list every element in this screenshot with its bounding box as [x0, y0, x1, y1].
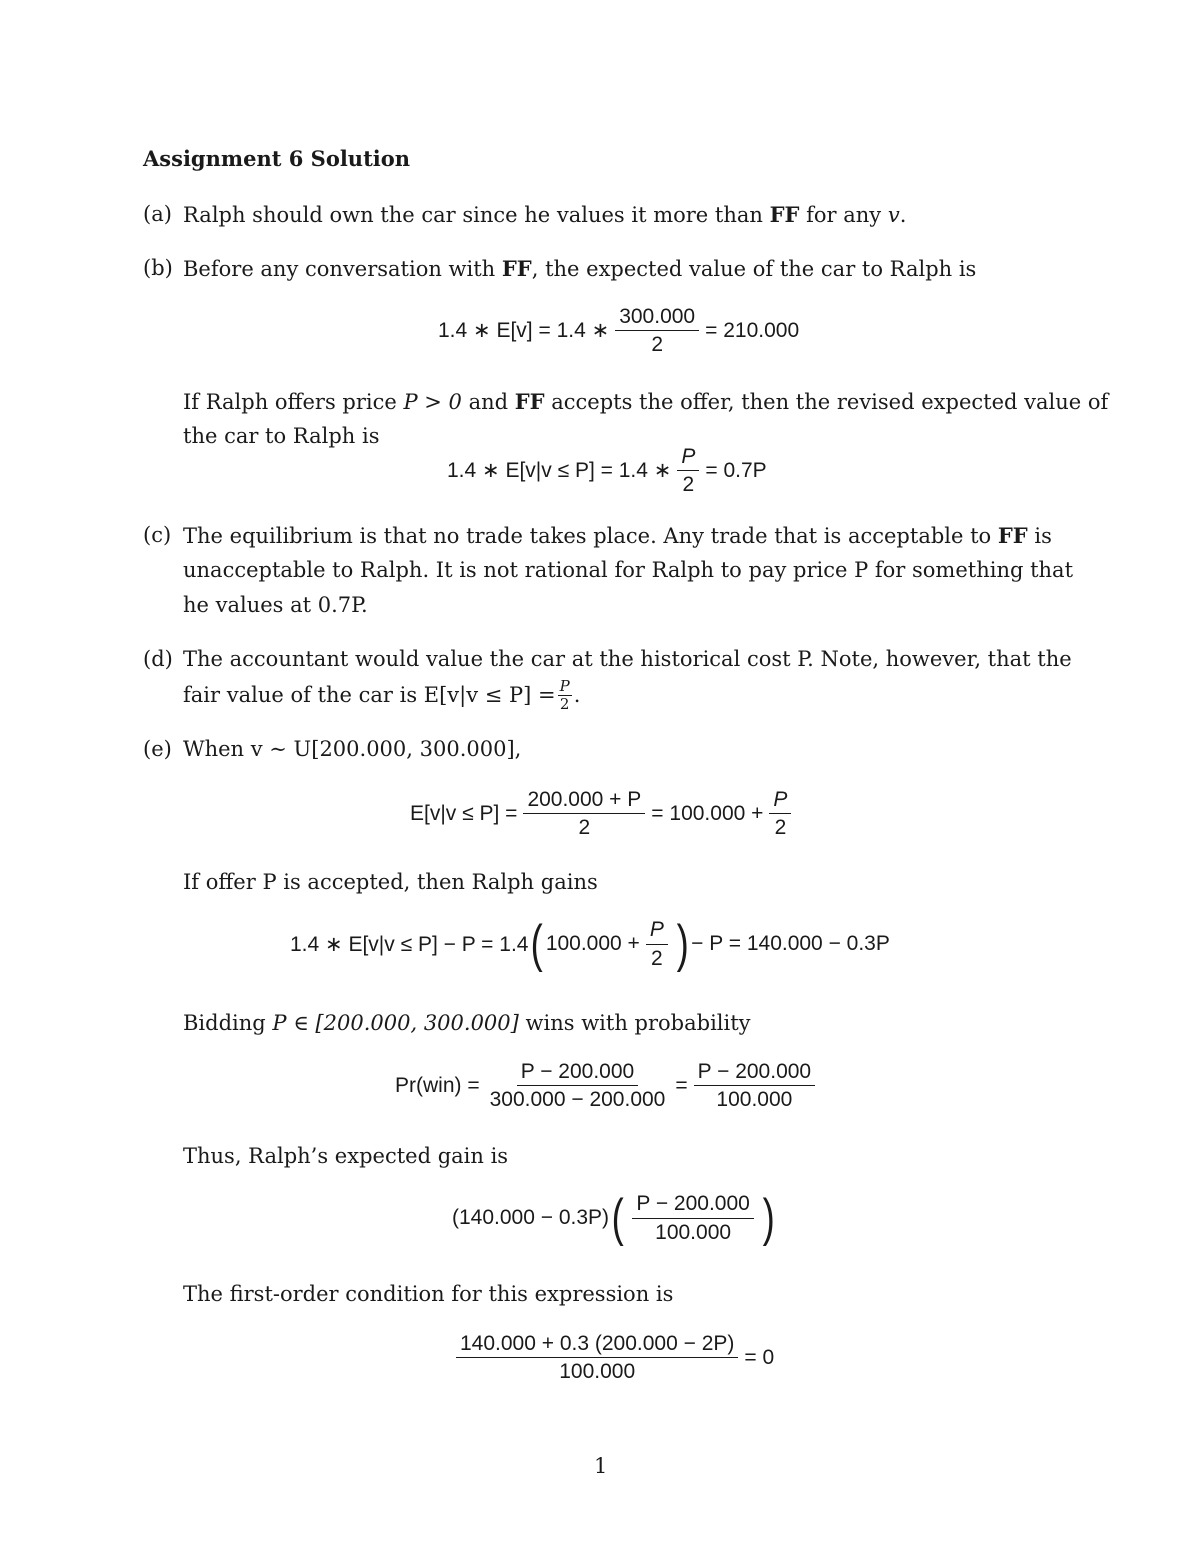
- numerator: 300.000: [615, 305, 699, 331]
- equation-inner: 100.000 +: [545, 932, 640, 955]
- denominator: 100.000: [716, 1088, 793, 1112]
- fraction: [615, 305, 699, 356]
- ff-term: FF: [997, 523, 1028, 548]
- text: wins with probability: [518, 1011, 751, 1035]
- ff-term: FF: [501, 256, 532, 281]
- equation-lhs: 1.4 ∗ E[v|v ≤ P] − P = 1.4: [290, 932, 529, 956]
- text: for any: [799, 203, 888, 227]
- denominator: 300.000 − 200.000: [489, 1088, 666, 1112]
- equation-e3: [395, 1060, 821, 1111]
- equation-e5: [450, 1332, 774, 1383]
- paragraph-e-line1: When v ∼ U[200.000, 300.000],: [183, 737, 522, 761]
- right-paren: ): [676, 915, 689, 973]
- numerator: P − 200.000: [517, 1060, 638, 1086]
- equation-lhs: (140.000 − 0.3P): [452, 1206, 610, 1229]
- fraction: [769, 788, 791, 839]
- equation-e2: [290, 915, 890, 973]
- fraction: [486, 1060, 670, 1111]
- fraction: [523, 788, 645, 839]
- denominator: 2: [578, 816, 591, 840]
- fraction: [694, 1060, 815, 1111]
- fraction: [646, 918, 668, 969]
- paragraph-c-line3: he values at 0.7P.: [183, 593, 368, 617]
- math-inline: P ∈ [200.000, 300.000]: [272, 1011, 519, 1035]
- equation-lhs: Pr(win) =: [395, 1073, 480, 1097]
- equation-lhs: 1.4 ∗ E[v] = 1.4 ∗: [438, 319, 610, 343]
- text: accepts the offer, then the revised expected value of: [544, 390, 1109, 414]
- text: Ralph should own the car since he values it more than: [183, 203, 770, 227]
- numerator: 140.000 + 0.3 (200.000 − 2P): [456, 1332, 738, 1358]
- right-paren: ): [762, 1189, 775, 1247]
- fraction: [677, 445, 699, 496]
- denominator: 2: [774, 816, 787, 840]
- text: and: [461, 390, 515, 414]
- text: fair value of the car is E[v|v ≤ P] =: [183, 683, 556, 707]
- item-label-e: (e): [143, 737, 172, 761]
- equation-rhs: = 0.7P: [705, 458, 767, 482]
- text: Bidding: [183, 1011, 273, 1035]
- denominator: 100.000: [655, 1220, 732, 1244]
- paragraph-e-5: The first-order condition for this expression is: [183, 1282, 674, 1306]
- ff-term: FF: [514, 389, 545, 414]
- paragraph-a: [183, 202, 906, 227]
- denominator: 2: [559, 694, 570, 713]
- text: The equilibrium is that no trade takes place. Any trade that is acceptable to: [183, 524, 998, 548]
- numerator: P: [646, 918, 668, 944]
- paragraph-e-3: [183, 1011, 751, 1035]
- item-label-c: (c): [143, 523, 172, 547]
- fraction: [456, 1332, 738, 1383]
- fraction: [632, 1192, 753, 1243]
- paragraph-c-line2: unacceptable to Ralph. It is not rational for Ralph to pay price P for something that: [183, 558, 1074, 582]
- numerator: P: [677, 445, 699, 471]
- equation-rhs: = 0: [744, 1345, 775, 1369]
- math-var: v: [887, 203, 900, 227]
- equation-b1: [438, 305, 799, 356]
- paragraph-d-line1: The accountant would value the car at the historical cost P. Note, however, that the: [183, 647, 1072, 671]
- fraction: [558, 678, 572, 712]
- left-paren: (: [611, 1189, 624, 1247]
- equation-e4: [452, 1189, 777, 1247]
- equation-b2: [447, 445, 767, 496]
- numerator: P − 200.000: [694, 1060, 815, 1086]
- numerator: P: [769, 788, 791, 814]
- paragraph-d-line2: [183, 678, 580, 712]
- ff-term: FF: [769, 202, 800, 227]
- text: .: [573, 683, 581, 707]
- equation-lhs: E[v|v ≤ P] =: [410, 801, 518, 825]
- denominator: 100.000: [559, 1360, 636, 1384]
- paragraph-b-2-line2: the car to Ralph is: [183, 424, 380, 448]
- text: is: [1027, 524, 1052, 548]
- denominator: 2: [651, 333, 663, 357]
- equation-lhs: 1.4 ∗ E[v|v ≤ P] = 1.4 ∗: [447, 459, 672, 483]
- text: Before any conversation with: [183, 257, 502, 281]
- equation-rhs: = 210.000: [705, 318, 800, 342]
- numerator: 200.000 + P: [523, 788, 645, 814]
- paragraph-e-4: Thus, Ralph’s expected gain is: [183, 1144, 509, 1168]
- numerator: P: [559, 677, 570, 695]
- paragraph-b-2-line1: [183, 389, 1108, 414]
- paragraph-e-2: If offer P is accepted, then Ralph gains: [183, 870, 598, 894]
- paragraph-c-line1: [183, 523, 1052, 548]
- equation-mid: = 100.000 +: [651, 801, 764, 825]
- page-number: 1: [594, 1454, 608, 1478]
- equation-rhs: − P = 140.000 − 0.3P: [691, 932, 890, 955]
- math-inline: P > 0: [403, 390, 462, 414]
- page-title: Assignment 6 Solution: [143, 146, 411, 171]
- text: .: [899, 203, 907, 227]
- equals-sign: =: [675, 1073, 688, 1097]
- text: If Ralph offers price: [183, 390, 404, 414]
- left-paren: (: [531, 915, 544, 973]
- item-label-d: (d): [143, 647, 173, 671]
- numerator: P − 200.000: [632, 1192, 753, 1218]
- paragraph-b-intro: [183, 256, 976, 281]
- item-label-b: (b): [143, 256, 173, 280]
- equation-e1: [410, 788, 797, 839]
- item-label-a: (a): [143, 202, 172, 226]
- denominator: 2: [682, 473, 695, 497]
- text: , the expected value of the car to Ralph is: [531, 257, 977, 281]
- denominator: 2: [650, 946, 663, 970]
